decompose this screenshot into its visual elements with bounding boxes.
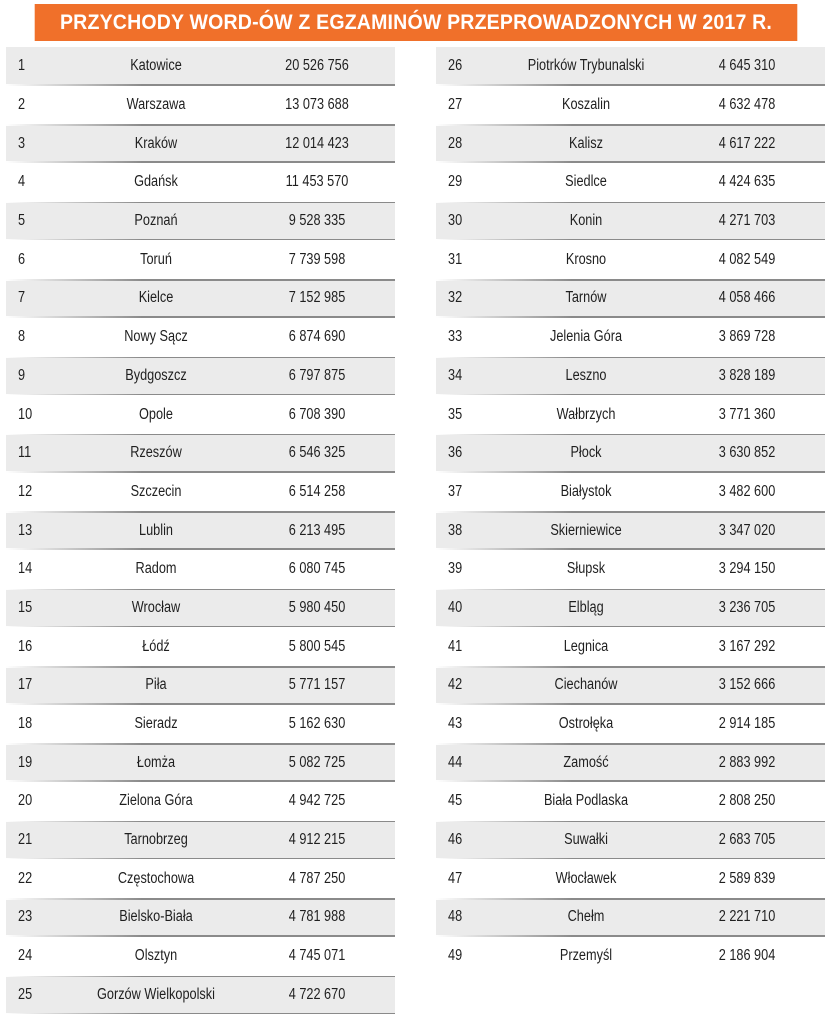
rank-cell: 21 xyxy=(18,831,33,849)
city-cell: Tarnów xyxy=(565,289,607,307)
rank-cell: 23 xyxy=(18,908,33,926)
city-cell: Toruń xyxy=(140,250,172,268)
table-row xyxy=(6,627,395,666)
row-separator xyxy=(6,511,395,513)
value-cell: 4 942 725 xyxy=(288,792,346,810)
city-cell: Płock xyxy=(570,444,602,462)
value-cell: 3 828 189 xyxy=(718,366,776,384)
table-row xyxy=(436,743,825,782)
value-cell: 6 874 690 xyxy=(288,328,346,346)
row-separator xyxy=(436,279,825,281)
table-row xyxy=(436,666,825,705)
table-row xyxy=(6,163,395,202)
table-row xyxy=(436,395,825,434)
row-separator xyxy=(436,124,825,126)
rank-cell: 41 xyxy=(448,637,463,655)
table-row xyxy=(6,666,395,705)
table-row xyxy=(436,47,825,86)
value-cell: 2 221 710 xyxy=(718,908,776,926)
rank-cell: 11 xyxy=(18,444,32,462)
rank-cell: 48 xyxy=(448,908,463,926)
value-cell: 3 771 360 xyxy=(718,405,776,423)
table-row xyxy=(436,705,825,744)
value-cell: 4 058 466 xyxy=(718,289,776,307)
rank-cell: 4 xyxy=(18,173,26,191)
table-row xyxy=(6,86,395,125)
value-cell: 4 632 478 xyxy=(718,96,776,114)
rank-cell: 15 xyxy=(18,598,33,616)
value-cell: 7 739 598 xyxy=(288,250,346,268)
value-cell: 12 014 423 xyxy=(285,134,349,152)
value-cell: 5 980 450 xyxy=(288,598,346,616)
value-cell: 2 683 705 xyxy=(718,831,776,849)
city-cell: Piotrków Trybunalski xyxy=(527,57,645,75)
row-separator xyxy=(6,898,395,900)
rank-cell: 32 xyxy=(448,289,463,307)
rank-cell: 18 xyxy=(18,715,33,733)
value-cell: 6 213 495 xyxy=(288,521,346,539)
row-separator xyxy=(436,666,825,668)
row-separator xyxy=(6,743,395,745)
city-cell: Kielce xyxy=(138,289,174,307)
value-cell: 3 630 852 xyxy=(718,444,776,462)
table-row xyxy=(6,859,395,898)
city-cell: Piła xyxy=(145,676,167,694)
city-cell: Krosno xyxy=(565,250,607,268)
row-separator xyxy=(6,202,395,204)
table-left-column xyxy=(6,47,395,1014)
city-cell: Chełm xyxy=(567,908,605,926)
city-cell: Zielona Góra xyxy=(119,792,193,810)
city-cell: Nowy Sącz xyxy=(124,328,188,346)
row-separator xyxy=(6,976,395,978)
city-cell: Wrocław xyxy=(131,598,181,616)
city-cell: Ciechanów xyxy=(554,676,618,694)
value-cell: 2 914 185 xyxy=(718,715,776,733)
value-cell: 4 424 635 xyxy=(718,173,776,191)
value-cell: 5 082 725 xyxy=(288,753,346,771)
value-cell: 4 781 988 xyxy=(288,908,346,926)
rank-cell: 44 xyxy=(448,753,463,771)
table-row xyxy=(436,821,825,860)
rank-cell: 38 xyxy=(448,521,463,539)
table-row xyxy=(6,743,395,782)
city-cell: Lublin xyxy=(139,521,173,539)
value-cell: 4 912 215 xyxy=(288,831,346,849)
rank-cell: 35 xyxy=(448,405,463,423)
rank-cell: 26 xyxy=(448,57,463,75)
rank-cell: 6 xyxy=(18,250,26,268)
value-cell: 4 745 071 xyxy=(288,947,346,965)
value-cell: 6 797 875 xyxy=(288,366,346,384)
table-row xyxy=(436,318,825,357)
city-cell: Łomża xyxy=(136,753,176,771)
table-row xyxy=(436,434,825,473)
rank-cell: 16 xyxy=(18,637,33,655)
city-cell: Wałbrzych xyxy=(556,405,616,423)
value-cell: 3 347 020 xyxy=(718,521,776,539)
rank-cell: 46 xyxy=(448,831,463,849)
rank-cell: 5 xyxy=(18,212,26,230)
page-title: PRZYCHODY WORD-ÓW Z EGZAMINÓW PRZEPROWADZONYCH W 2017 R. xyxy=(35,4,798,41)
table-row xyxy=(6,395,395,434)
table-row xyxy=(436,279,825,318)
row-separator xyxy=(6,589,395,591)
value-cell: 4 271 703 xyxy=(718,212,776,230)
rank-cell: 13 xyxy=(18,521,33,539)
city-cell: Suwałki xyxy=(564,831,608,849)
city-cell: Rzeszów xyxy=(130,444,182,462)
rank-cell: 45 xyxy=(448,792,463,810)
city-cell: Białystok xyxy=(560,482,612,500)
value-cell: 3 167 292 xyxy=(718,637,776,655)
table-row xyxy=(6,434,395,473)
value-cell: 3 294 150 xyxy=(718,560,776,578)
table-row xyxy=(6,318,395,357)
value-cell: 2 186 904 xyxy=(718,947,776,965)
table-row xyxy=(6,589,395,628)
rank-cell: 12 xyxy=(18,482,33,500)
row-separator xyxy=(6,1013,395,1015)
value-cell: 20 526 756 xyxy=(285,57,349,75)
table-row xyxy=(436,357,825,396)
city-cell: Legnica xyxy=(563,637,609,655)
row-separator xyxy=(436,202,825,204)
table-row xyxy=(436,550,825,589)
table-row xyxy=(436,86,825,125)
rank-cell: 17 xyxy=(18,676,33,694)
city-cell: Bydgoszcz xyxy=(125,366,187,384)
value-cell: 2 808 250 xyxy=(718,792,776,810)
city-cell: Tarnobrzeg xyxy=(124,831,188,849)
city-cell: Konin xyxy=(569,212,603,230)
city-cell: Zamość xyxy=(563,753,609,771)
city-cell: Koszalin xyxy=(561,96,611,114)
rank-cell: 24 xyxy=(18,947,33,965)
value-cell: 4 645 310 xyxy=(718,57,776,75)
value-cell: 9 528 335 xyxy=(288,212,346,230)
rank-cell: 33 xyxy=(448,328,463,346)
city-cell: Olsztyn xyxy=(134,947,178,965)
city-cell: Włocławek xyxy=(555,869,617,887)
city-cell: Leszno xyxy=(565,366,607,384)
table-row xyxy=(6,898,395,937)
value-cell: 2 883 992 xyxy=(718,753,776,771)
rank-cell: 25 xyxy=(18,985,33,1003)
rank-cell: 43 xyxy=(448,715,463,733)
value-cell: 4 082 549 xyxy=(718,250,776,268)
rank-cell: 37 xyxy=(448,482,463,500)
table-row xyxy=(436,511,825,550)
row-separator xyxy=(436,589,825,591)
city-cell: Radom xyxy=(135,560,177,578)
row-separator xyxy=(6,124,395,126)
table-row xyxy=(6,47,395,86)
table-row xyxy=(6,240,395,279)
value-cell: 3 869 728 xyxy=(718,328,776,346)
table-row xyxy=(436,937,825,976)
rank-cell: 10 xyxy=(18,405,33,423)
city-cell: Opole xyxy=(139,405,173,423)
rank-cell: 7 xyxy=(18,289,26,307)
city-cell: Częstochowa xyxy=(117,869,195,887)
value-cell: 11 453 570 xyxy=(285,173,349,191)
rank-cell: 22 xyxy=(18,869,33,887)
table-row xyxy=(6,821,395,860)
rank-cell: 8 xyxy=(18,328,26,346)
row-separator xyxy=(436,357,825,359)
city-cell: Biała Podlaska xyxy=(543,792,629,810)
rank-cell: 39 xyxy=(448,560,463,578)
table-row xyxy=(436,859,825,898)
value-cell: 5 162 630 xyxy=(288,715,346,733)
table-row xyxy=(6,279,395,318)
value-cell: 6 514 258 xyxy=(288,482,346,500)
city-cell: Kalisz xyxy=(569,134,603,152)
rank-cell: 9 xyxy=(18,366,26,384)
table-row xyxy=(436,782,825,821)
rank-cell: 14 xyxy=(18,560,33,578)
table-row xyxy=(436,240,825,279)
value-cell: 13 073 688 xyxy=(285,96,349,114)
row-separator xyxy=(6,357,395,359)
table-row xyxy=(6,976,395,1015)
rank-cell: 3 xyxy=(18,134,26,152)
row-separator xyxy=(436,511,825,513)
rank-cell: 28 xyxy=(448,134,463,152)
rank-cell: 27 xyxy=(448,96,463,114)
city-cell: Łódź xyxy=(142,637,170,655)
table-row xyxy=(6,782,395,821)
table-row xyxy=(436,627,825,666)
rank-cell: 42 xyxy=(448,676,463,694)
value-cell: 3 482 600 xyxy=(718,482,776,500)
value-cell: 7 152 985 xyxy=(288,289,346,307)
table-row xyxy=(6,937,395,976)
table-row xyxy=(436,589,825,628)
table-row xyxy=(6,473,395,512)
city-cell: Przemyśl xyxy=(559,947,613,965)
row-separator xyxy=(6,279,395,281)
row-separator xyxy=(436,743,825,745)
row-separator xyxy=(436,821,825,823)
value-cell: 6 080 745 xyxy=(288,560,346,578)
rank-cell: 40 xyxy=(448,598,463,616)
city-cell: Skierniewice xyxy=(550,521,622,539)
table-row xyxy=(436,124,825,163)
rank-cell: 49 xyxy=(448,947,463,965)
city-cell: Jelenia Góra xyxy=(549,328,623,346)
rank-cell: 20 xyxy=(18,792,33,810)
rank-cell: 30 xyxy=(448,212,463,230)
value-cell: 6 546 325 xyxy=(288,444,346,462)
rank-cell: 47 xyxy=(448,869,463,887)
value-cell: 3 236 705 xyxy=(718,598,776,616)
city-cell: Sieradz xyxy=(134,715,178,733)
table-row xyxy=(6,357,395,396)
value-cell: 6 708 390 xyxy=(288,405,346,423)
rank-cell: 34 xyxy=(448,366,463,384)
table-row xyxy=(6,124,395,163)
city-cell: Szczecin xyxy=(130,482,182,500)
city-cell: Poznań xyxy=(134,212,178,230)
table-row xyxy=(436,898,825,937)
city-cell: Warszawa xyxy=(126,96,186,114)
row-separator xyxy=(436,898,825,900)
row-separator xyxy=(6,666,395,668)
city-cell: Słupsk xyxy=(566,560,606,578)
city-cell: Bielsko-Biała xyxy=(119,908,193,926)
rank-cell: 19 xyxy=(18,753,33,771)
city-cell: Gorzów Wielkopolski xyxy=(97,985,215,1003)
rank-cell: 36 xyxy=(448,444,463,462)
table-row xyxy=(6,550,395,589)
table-right-column xyxy=(436,47,825,976)
value-cell: 3 152 666 xyxy=(718,676,776,694)
table-row xyxy=(6,511,395,550)
rank-cell: 31 xyxy=(448,250,463,268)
city-cell: Siedlce xyxy=(565,173,607,191)
rank-cell: 1 xyxy=(18,57,26,75)
city-cell: Kraków xyxy=(134,134,178,152)
table-row xyxy=(436,473,825,512)
value-cell: 4 722 670 xyxy=(288,985,346,1003)
city-cell: Elbląg xyxy=(568,598,604,616)
city-cell: Gdańsk xyxy=(134,173,178,191)
table-row xyxy=(6,705,395,744)
rank-cell: 29 xyxy=(448,173,463,191)
value-cell: 5 771 157 xyxy=(288,676,346,694)
table-row xyxy=(436,202,825,241)
city-cell: Katowice xyxy=(130,57,182,75)
city-cell: Ostrołęka xyxy=(558,715,614,733)
table-row xyxy=(6,202,395,241)
value-cell: 4 617 222 xyxy=(718,134,776,152)
table-row xyxy=(436,163,825,202)
value-cell: 2 589 839 xyxy=(718,869,776,887)
rank-cell: 2 xyxy=(18,96,26,114)
value-cell: 5 800 545 xyxy=(288,637,346,655)
row-separator xyxy=(6,434,395,436)
row-separator xyxy=(436,434,825,436)
row-separator xyxy=(6,821,395,823)
value-cell: 4 787 250 xyxy=(288,869,346,887)
